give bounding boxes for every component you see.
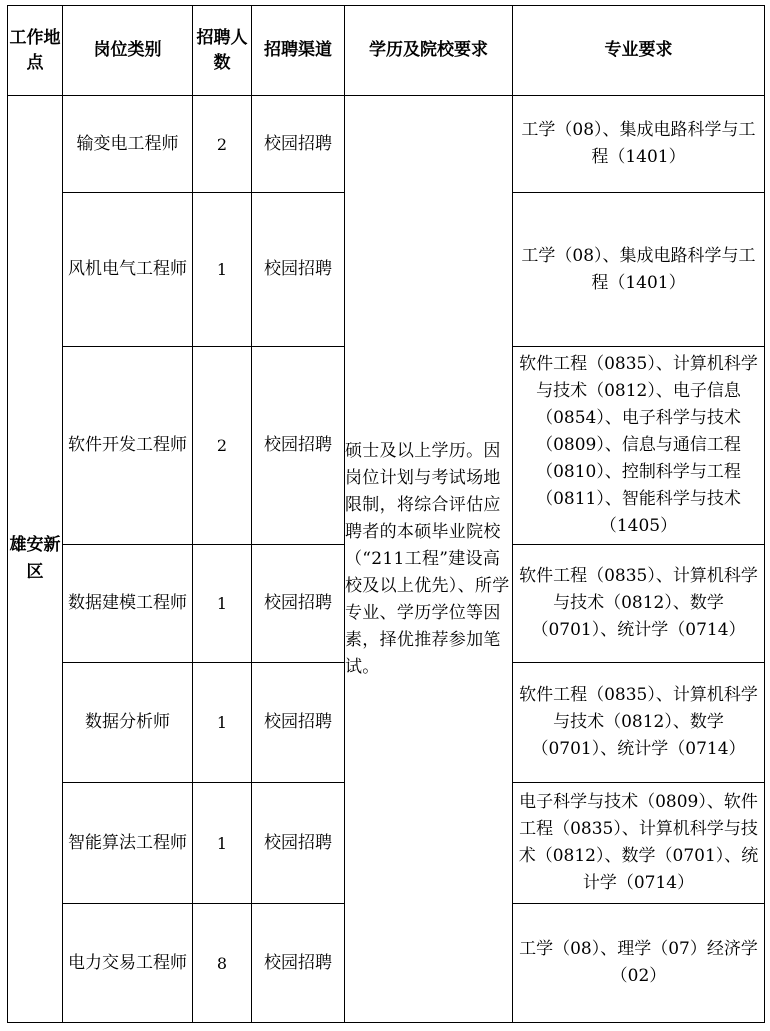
count-cell: 8	[193, 904, 252, 1023]
major-cell: 工学（08）、理学（07）经济学（02）	[513, 904, 765, 1023]
major-cell: 工学（08）、集成电路科学与工程（1401）	[513, 96, 765, 193]
count-cell: 1	[193, 663, 252, 783]
count-cell: 1	[193, 545, 252, 663]
channel-cell: 校园招聘	[252, 545, 345, 663]
count-cell: 1	[193, 193, 252, 347]
channel-cell: 校园招聘	[252, 904, 345, 1023]
position-cell: 电力交易工程师	[63, 904, 193, 1023]
table-row	[8, 96, 765, 193]
count-cell: 2	[193, 96, 252, 193]
count-cell: 2	[193, 347, 252, 545]
location-cell: 雄安新区	[8, 96, 63, 1023]
position-cell: 风机电气工程师	[63, 193, 193, 347]
channel-cell: 校园招聘	[252, 193, 345, 347]
channel-cell: 校园招聘	[252, 347, 345, 545]
channel-cell: 校园招聘	[252, 96, 345, 193]
major-cell: 软件工程（0835）、计算机科学与技术（0812）、电子信息（0854）、电子科学与技术（0809）、信息与通信工程（0810）、控制科学与工程（0811）、智能科学与技术（1405）	[513, 347, 765, 545]
education-requirement-cell: 硕士及以上学历。因岗位计划与考试场地限制，将综合评估应聘者的本硕毕业院校（“211工程”建设高校及以上优先）、所学专业、学历学位等因素，择优推荐参加笔试。	[345, 96, 513, 1023]
channel-cell: 校园招聘	[252, 783, 345, 904]
header-row	[8, 6, 765, 96]
major-cell: 软件工程（0835）、计算机科学与技术（0812）、数学（0701）、统计学（0714）	[513, 663, 765, 783]
position-cell: 智能算法工程师	[63, 783, 193, 904]
position-cell: 输变电工程师	[63, 96, 193, 193]
recruitment-table	[7, 5, 765, 1023]
header-channel: 招聘渠道	[252, 6, 345, 96]
count-cell: 1	[193, 783, 252, 904]
header-major: 专业要求	[513, 6, 765, 96]
header-count: 招聘人数	[193, 6, 252, 96]
channel-cell: 校园招聘	[252, 663, 345, 783]
position-cell: 软件开发工程师	[63, 347, 193, 545]
position-cell: 数据分析师	[63, 663, 193, 783]
position-cell: 数据建模工程师	[63, 545, 193, 663]
header-education: 学历及院校要求	[345, 6, 513, 96]
header-position: 岗位类别	[63, 6, 193, 96]
header-location: 工作地点	[8, 6, 63, 96]
major-cell: 工学（08）、集成电路科学与工程（1401）	[513, 193, 765, 347]
major-cell: 软件工程（0835）、计算机科学与技术（0812）、数学（0701）、统计学（0714）	[513, 545, 765, 663]
major-cell: 电子科学与技术（0809）、软件工程（0835）、计算机科学与技术（0812）、数学（0701）、统计学（0714）	[513, 783, 765, 904]
